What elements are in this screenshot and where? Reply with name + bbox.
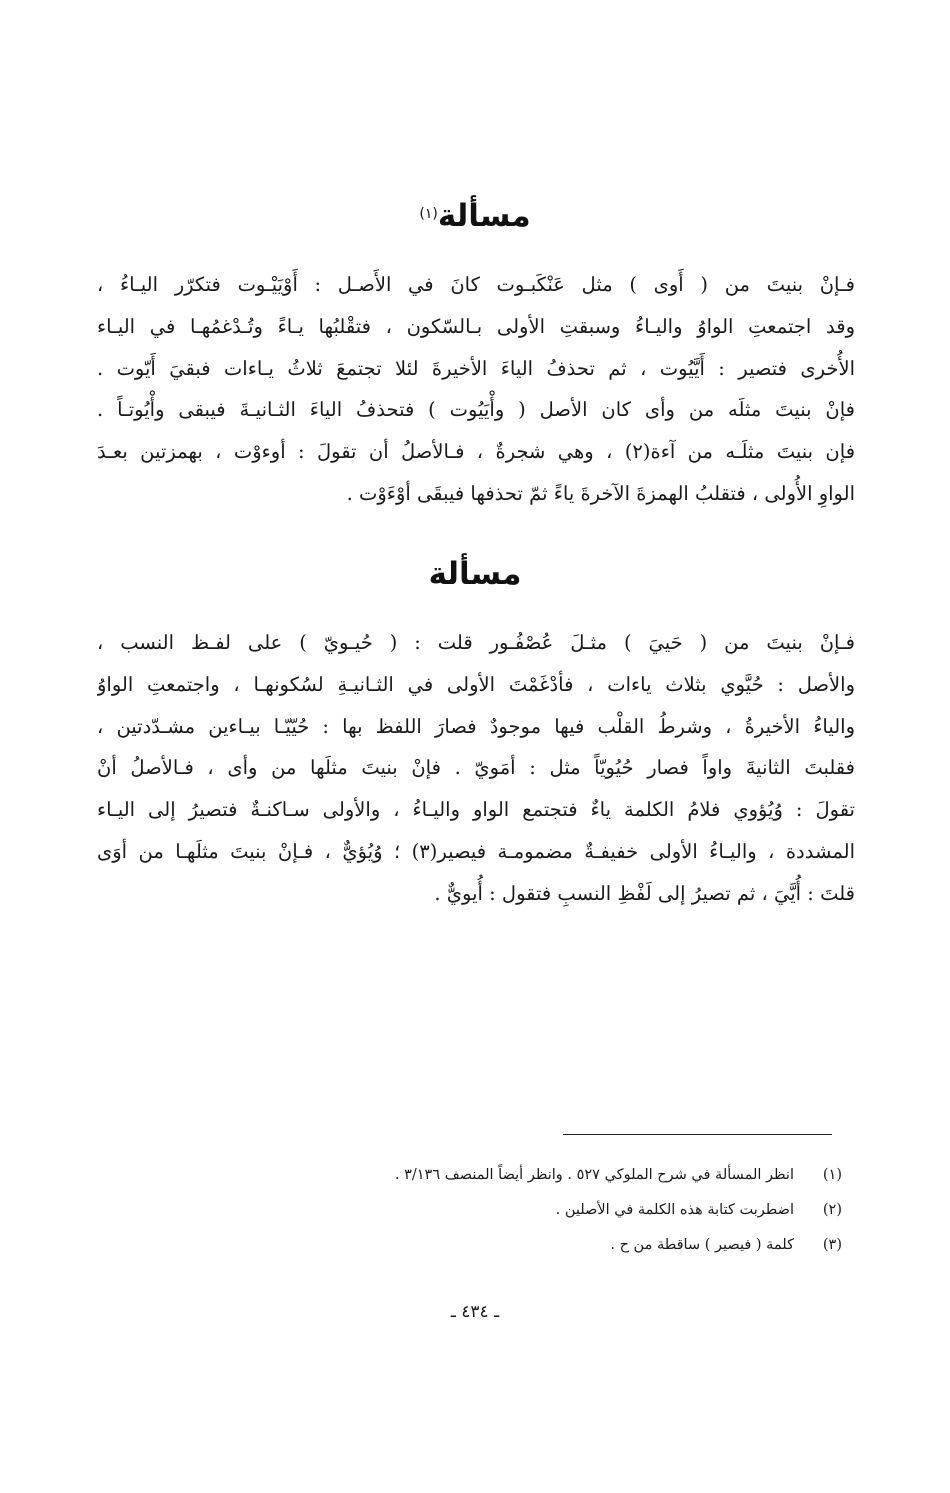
text-line: والياءُ الأخيرةُ ، وشرطُ القلْب فيها موجودٌ فصارَ اللفظ بها : حُيّيّـا بيـاءين مشـدّدتين ،: [97, 714, 855, 738]
text-line: فـإنْ بنيتَ من ( حَييَ ) مثـلَ عُصْفُـور قلت : ( حُيـويّ ) على لفـظ النسب ،: [97, 631, 855, 654]
text-line: فقلبتَ الثانيةَ واواً فصار حُيُويّاً مثل : أمَويّ . فإنْ بنيتَ مثلَها من وأى ، فـالأصلُ أنْ: [97, 756, 855, 780]
footnote-text: اضطربت كتابة هذه الكلمة في الأصلين .: [555, 1202, 794, 1218]
text-line: والأصل : حُيَّوي بثلاث ياءات ، فأدْغَمْتَ الأولى في الثـانيـةِ لسُكونهـا ، واجتمعتِ الواوُ: [97, 672, 855, 696]
text-line: تقولَ : وُيُؤوي فلامُ الكلمة ياءٌ فتجتمع الواو واليـاءُ ، والأولى سـاكنـةٌ فتصيرُ إلى اليـاء: [97, 798, 855, 822]
footnote: [97, 1158, 842, 1193]
paragraph: [97, 622, 855, 915]
footnote: [97, 1193, 842, 1228]
paragraph: [97, 264, 855, 515]
text-line: فإن بنيتَ مثلَـه من آءة(٢) ، وهي شجرةٌ ، فـالأصلُ أن تقولَ : أوءوْت ، بهمزتين بعـدَ: [97, 440, 855, 464]
footnote-text: كلمة ( فيصير ) ساقطة من ح .: [610, 1237, 794, 1253]
section-heading: [95, 554, 855, 594]
text-line: فـإنْ بنيتَ من ( أَوى ) مثل عَنْكَبـوت كانَ في الأَصـل : أَوْيَيْـوت فتكرّر اليـاءُ ،: [97, 273, 855, 296]
heading-text: مسألة: [428, 556, 522, 592]
footnote-number: (٣): [822, 1237, 842, 1253]
footnote-marker[interactable]: (١): [419, 206, 438, 222]
footnote-number: (٢): [822, 1202, 842, 1218]
text-line: الواوِ الأُولى ، فتقلبُ الهمزةَ الآخرةَ ياءً ثمّ تحذفها فيبقَى أوْءَوْت .: [346, 481, 855, 505]
footnote-divider: [563, 1134, 832, 1135]
heading-text: مسألة: [437, 198, 531, 234]
text-line: فإنْ بنيتَ مثلَه من وأى كان الأصل ( وأْيَيُوت ) فتحذفُ الياءَ الثـانيـةَ فيبقى وأْيُوتـاً .: [97, 398, 855, 422]
text-line: المشددة ، واليـاءُ الأولى خفيفـةٌ مضمومـة فيصير(٣) ؛ وُيُؤيٌّ ، فـإنْ بنيتَ مثلَهـا من أوَى: [97, 839, 855, 863]
footnote-number: (١): [822, 1167, 842, 1183]
text-line: قلتَ : أُيَّيَ ، ثم تصيرُ إلى لَفْظِ النسبِ فتقول : أُيويٌّ .: [434, 881, 855, 905]
section-heading: [95, 196, 855, 236]
footnote: [97, 1228, 842, 1263]
footnote-text: انظر المسألة في شرح الملوكي ٥٢٧ . وانظر أيضاً المنصف ٣/١٣٦ .: [394, 1167, 794, 1183]
text-line: الأُخرى فتصير : أَيَّيُوت ، ثم تحذفُ الياءَ الأخيرةَ لئلا تجتمعَ ثلاثُ يـاءات فبقيَ أَيّوت .: [97, 356, 855, 380]
text-line: وقد اجتمعتِ الواوُ واليـاءُ وسبقتِ الأولى بـالسّكون ، فتقْلبُها يـاءً وتُـدْغمُهـا في اليـاء: [97, 314, 855, 338]
footnotes: [97, 1158, 842, 1263]
page-number: ـ ٤٣٤ ـ: [450, 1302, 500, 1322]
